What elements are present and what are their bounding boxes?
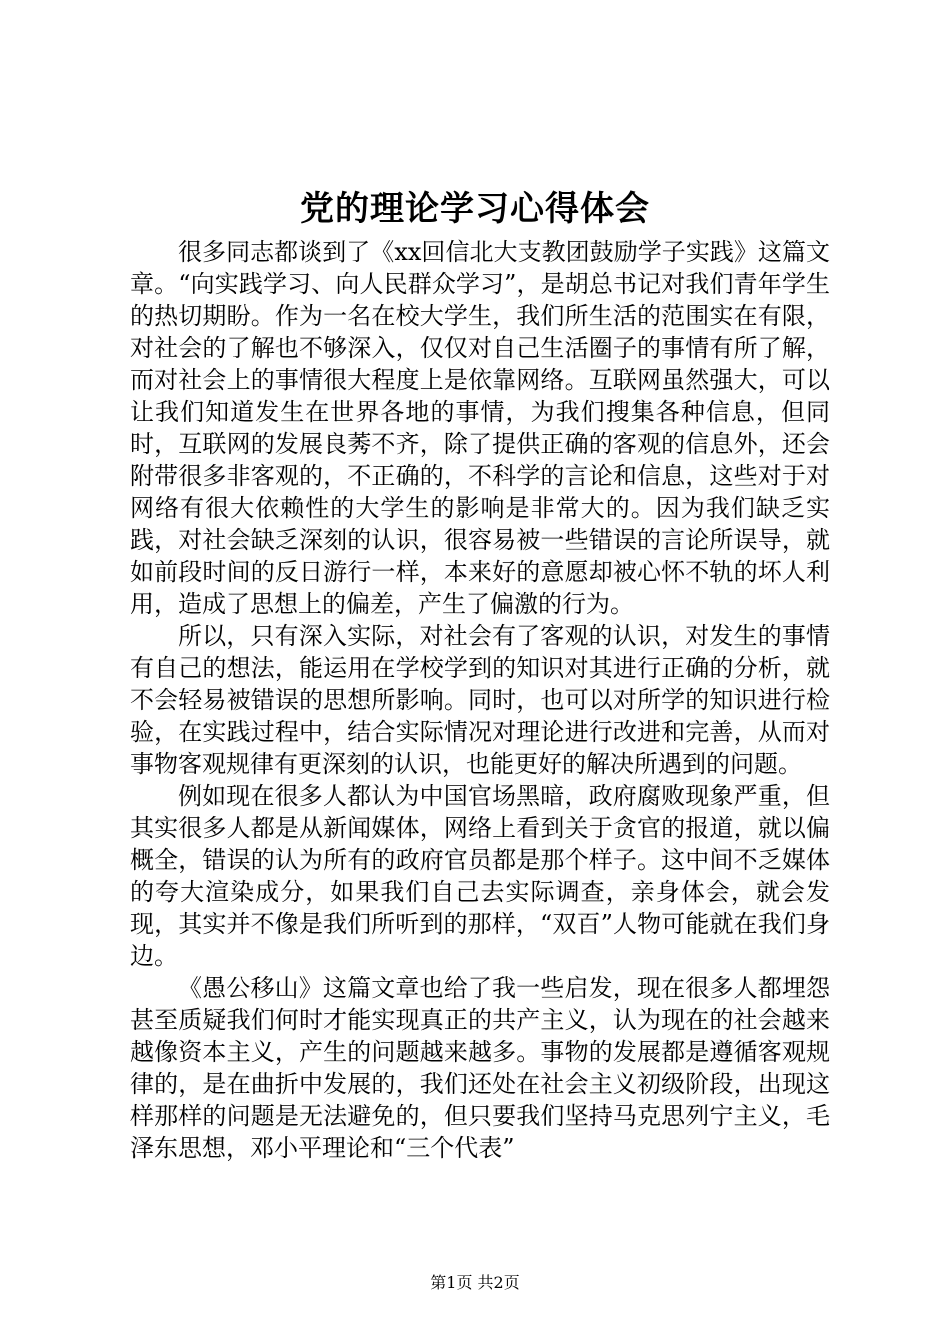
document-body (130, 236, 830, 1164)
paragraph-1: 很多同志都谈到了《xx回信北大支教团鼓励学子实践》这篇文章。“向实践学习、向人民群众学习”，是胡总书记对我们青年学生的热切期盼。作为一名在校大学生，我们所生活的范围实在有限，对社会的了解也不够深入，仅仅对自己生活圈子的事情有所了解，而对社会上的事情很大程度上是依靠网络。互联网虽然强大，可以让我们知道发生在世界各地的事情，为我们搜集各种信息，但同时，互联网的发展良莠不齐，除了提供正确的客观的信息外，还会附带很多非客观的，不正确的，不科学的言论和信息，这些对于对网络有很大依赖性的大学生的影响是非常大的。因为我们缺乏实践，对社会缺乏深刻的认识，很容易被一些错误的言论所误导，就如前段时间的反日游行一样，本来好的意愿却被心怀不轨的坏人利用，造成了思想上的偏差，产生了偏激的行为。 (130, 238, 830, 618)
paragraph-3: 例如现在很多人都认为中国官场黑暗，政府腐败现象严重，但其实很多人都是从新闻媒体，网络上看到关于贪官的报道，就以偏概全，错误的认为所有的政府官员都是那个样子。这中间不乏媒体的夸大渲染成分，如果我们自己去实际调查，亲身体会，就会发现，其实并不像是我们所听到的那样，“双百”人物可能就在我们身边。 (130, 782, 830, 970)
paragraph-2: 所以，只有深入实际，对社会有了客观的认识，对发生的事情有自己的想法，能运用在学校学到的知识对其进行正确的分析，就不会轻易被错误的思想所影响。同时，也可以对所学的知识进行检验，在实践过程中，结合实际情况对理论进行改进和完善，从而对事物客观规律有更深刻的认识，也能更好的解决所遇到的问题。 (130, 622, 830, 778)
paragraph-4: 《愚公移山》这篇文章也给了我一些启发，现在很多人都埋怨甚至质疑我们何时才能实现真正的共产主义，认为现在的社会越来越像资本主义，产生的问题越来越多。事物的发展都是遵循客观规律的，是在曲折中发展的，我们还处在社会主义初级阶段，出现这样那样的问题是无法避免的，但只要我们坚持马克思列宁主义，毛泽东思想，邓小平理论和“三个代表” (130, 974, 830, 1162)
document-title: 党的理论学习心得体会 (300, 189, 650, 229)
page-number-footer: 第1页 共2页 (430, 1273, 520, 1292)
